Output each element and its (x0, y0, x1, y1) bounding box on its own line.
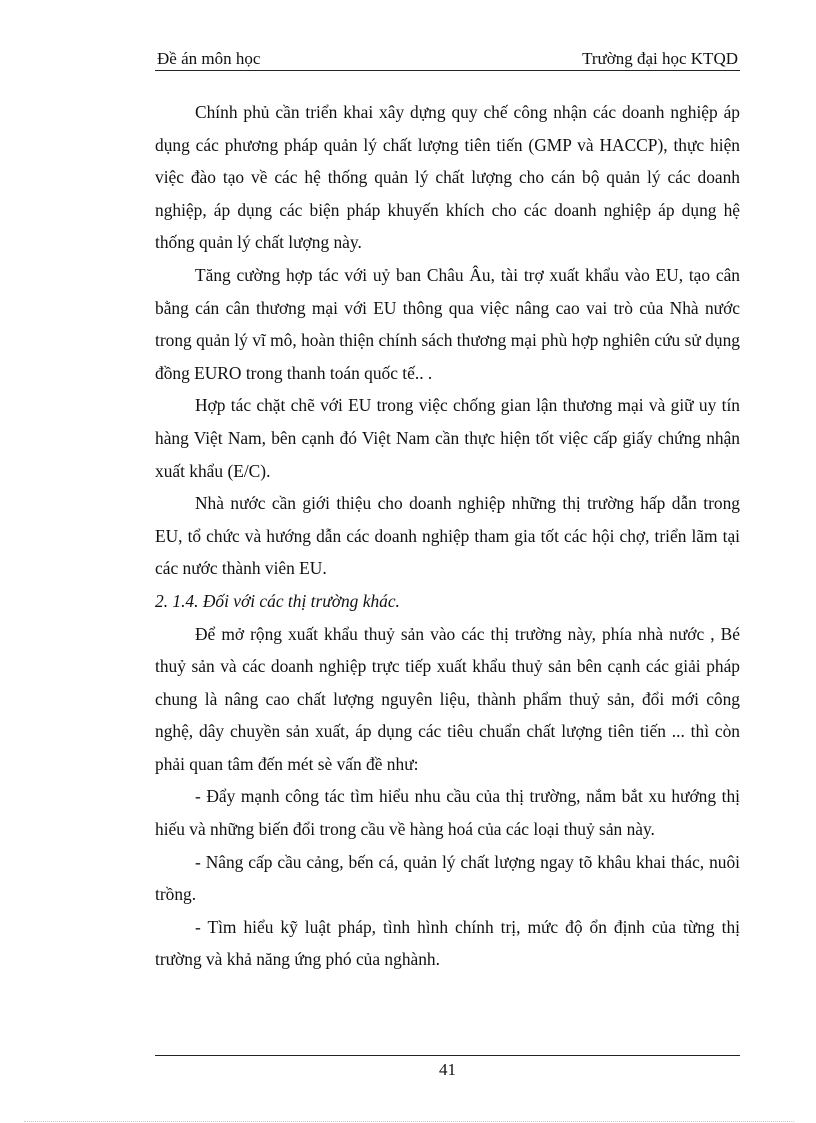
bullet-item-1: - Đẩy mạnh công tác tìm hiểu nhu cầu của thị trường, nắm bắt xu hướng thị hiếu và những biến đổi trong cầu về hàng hoá của các loại thuỷ sản này. (155, 786, 740, 840)
header-university: Trường đại học KTQD (582, 49, 738, 68)
paragraph-4: Nhà nước cần giới thiệu cho doanh nghiệp những thị trường hấp dẫn trong EU, tổ chức và hướng dẫn các doanh nghiệp tham gia tốt các hội chợ, triển lãm tại các nước thành viên EU. (155, 493, 740, 579)
header-course-title: Đề án môn học (157, 49, 261, 68)
footer-divider (155, 1055, 740, 1056)
paragraph-5: Để mở rộng xuất khẩu thuỷ sản vào các thị trường này, phía nhà nước , Bé thuỷ sản và các doanh nghiệp trực tiếp xuất khẩu thuỷ sản bên cạnh các giải pháp chung là nâng cao chất lượng nguyên liệu, thành phẩm thuỷ sản, đổi mới công nghệ, dây chuyền sản xuất, áp dụng các tiêu chuẩn chất lượng tiên tiến ... thì còn phải quan tâm đến mét sè vấn đề như: (155, 623, 740, 774)
bullet-item-3: - Tìm hiểu kỹ luật pháp, tình hình chính trị, mức độ ổn định của từng thị trường và khả năng ứng phó của nghành. (155, 916, 740, 970)
paragraph-2: Tăng cường hợp tác với uỷ ban Châu Âu, tài trợ xuất khẩu vào EU, tạo cân bằng cán cân thương mại với EU thông qua việc nâng cao vai trò của Nhà nước trong quản lý vĩ mô, hoàn thiện chính sách thương mại phù hợp nghiên cứu sử dụng đồng EURO trong thanh toán quốc tế.. . (155, 264, 740, 383)
page-header (155, 48, 740, 71)
page-number: 41 (439, 1060, 456, 1079)
paragraph-1: Chính phủ cần triển khai xây dựng quy chế công nhận các doanh nghiệp áp dụng các phương pháp quản lý chất lượng tiên tiến (GMP và HACCP), thực hiện việc đào tạo về các hệ thống quản lý chất lượng cho cán bộ quản lý các doanh nghiệp, áp dụng các biện pháp khuyến khích cho các doanh nghiệp áp dụng hệ thống quản lý chất lượng này. (155, 102, 740, 253)
document-body (155, 96, 740, 976)
section-heading: 2. 1.4. Đối với các thị trường khác. (155, 590, 400, 611)
page-edge-divider (24, 1121, 794, 1122)
bullet-item-2: - Nâng cấp cầu cảng, bến cá, quản lý chất lượng ngay tõ khâu khai thác, nuôi trồng. (155, 851, 740, 905)
paragraph-3: Hợp tác chặt chẽ với EU trong việc chống gian lận thương mại và giữ uy tín hàng Việt Nam, bên cạnh đó Việt Nam cần thực hiện tốt việc cấp giấy chứng nhận xuất khẩu (E/C). (155, 395, 740, 481)
